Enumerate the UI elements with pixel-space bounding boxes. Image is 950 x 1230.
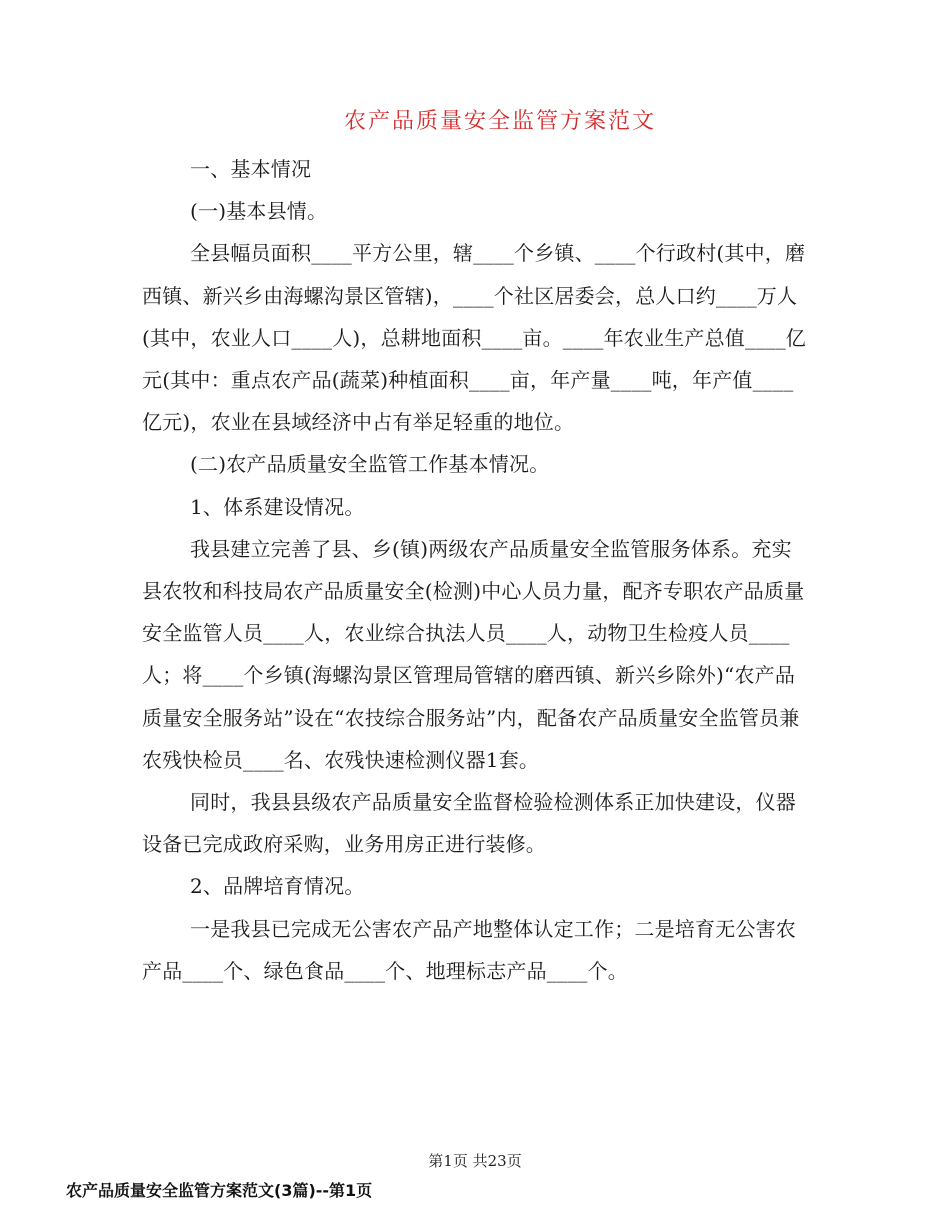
document-title: 农产品质量安全监管方案范文 [343, 109, 656, 134]
document-body [142, 148, 810, 992]
paragraph: 全县幅员面积____平方公里，辖____个乡镇、____个行政村(其中，磨西镇、新兴乡由海螺沟景区管辖)，____个社区居委会，总人口约____万人(其中，农业人口____人)，总耕地面积____亩。____年农业生产总值____亿元(其中：重点农产品(蔬菜)种植面积____亩，年产量____吨，年产值____亿元)，农业在县域经济中占有举足轻重的地位。 [142, 241, 807, 435]
item-heading: 1、体系建设情况。 [190, 494, 365, 519]
page-number: 第1页 共23页 [428, 1152, 522, 1170]
document-label: 农产品质量安全监管方案范文(3篇)--第1页 [66, 1181, 373, 1200]
paragraph: 同时，我县县级农产品质量安全监督检验检测体系正加快建设，仪器设备已完成政府采购，业务用房正进行装修。 [142, 790, 796, 857]
subsection-heading: (一)基本县情。 [190, 199, 328, 224]
paragraph: 我县建立完善了县、乡(镇)两级农产品质量安全监管服务体系。充实县农牧和科技局农产品质量安全(检测)中心人员力量，配齐专职农产品质量安全监管人员____人，农业综合执法人员____人，动物卫生检疫人员____人；将____个乡镇(海螺沟景区管理局管辖的磨西镇、新兴乡除外)“农产品质量安全服务站”设在“农技综合服务站”内，配备农产品质量安全监管员兼农残快检员____名、农残快速检测仪器1套。 [142, 536, 805, 772]
paragraph: 一是我县已完成无公害农产品产地整体认定工作；二是培育无公害农产品____个、绿色食品____个、地理标志产品____个。 [142, 916, 796, 983]
subsection-heading: (二)农产品质量安全监管工作基本情况。 [190, 452, 550, 477]
item-heading: 2、品牌培育情况。 [190, 874, 365, 899]
section-heading: 一、基本情况 [190, 157, 312, 181]
